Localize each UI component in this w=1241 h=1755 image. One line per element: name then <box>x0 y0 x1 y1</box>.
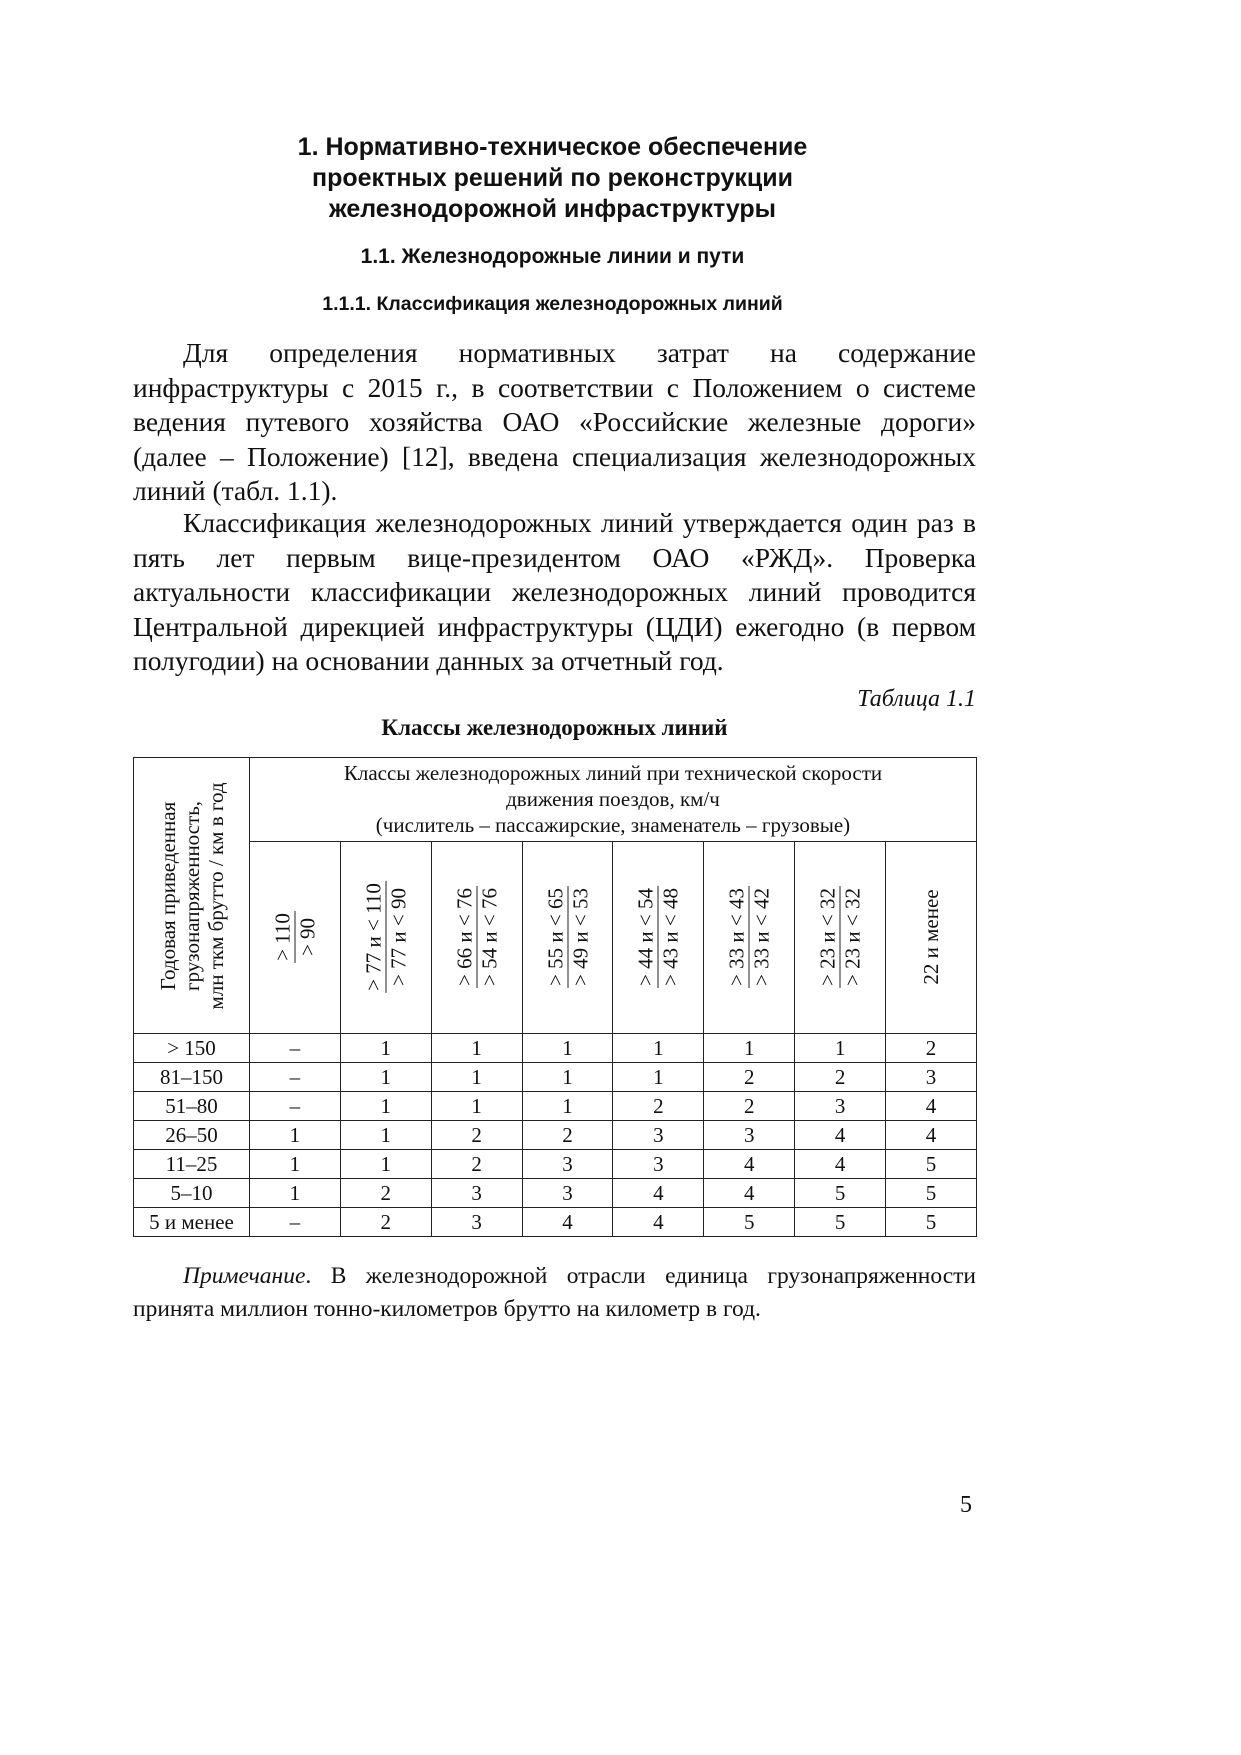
paragraph-2: Классификация железнодорожных линий утверждается один раз в пять лет первым вице-президентом ОАО «РЖД». Проверка актуальности классификации железнодорожных линий проводится Центральной дирекцией инфраструктуры (ЦДИ) ежегодно (в первом полугодии) на основании данных за отчетный год. <box>133 507 976 676</box>
numerator: > 55 и < 65 <box>543 888 567 987</box>
class-cell: 3 <box>795 1092 886 1121</box>
class-cell: 5 <box>795 1179 886 1208</box>
heading-line: железнодорожной инфраструктуры <box>328 195 777 223</box>
numerator: > 77 и < 110 <box>361 883 386 992</box>
class-cell: 3 <box>431 1179 522 1208</box>
class-cell: 2 <box>522 1121 613 1150</box>
note-text: . В железнодорожной отрасли единица грузонапряженности принята миллион тонно-километров брутто на километр в год. <box>133 1263 976 1322</box>
load-range-cell: 81–150 <box>134 1063 250 1092</box>
class-cell: 1 <box>340 1092 431 1121</box>
denominator: > 43 и < 48 <box>658 888 683 987</box>
class-cell: 4 <box>704 1179 795 1208</box>
class-cell: 1 <box>431 1034 522 1063</box>
class-column-header <box>704 841 795 1033</box>
class-cell: 3 <box>704 1121 795 1150</box>
table-number: Таблица 1.1 <box>857 686 976 712</box>
table-row <box>134 1150 977 1179</box>
table-row <box>134 1121 977 1150</box>
class-cell: 3 <box>431 1208 522 1237</box>
table-row <box>134 1034 977 1063</box>
paragraph-1: Для определения нормативных затрат на содержание инфраструктуры с 2015 г., в соответствии с Положением о системе ведения путевого хозяйства ОАО «Российские железные дороги» (далее – Положение) [12], введена специализация железнодорожных линий (табл. 1.1). <box>133 337 976 506</box>
table-row <box>134 1063 977 1092</box>
class-cell: 3 <box>613 1121 704 1150</box>
load-range-cell: > 150 <box>134 1034 250 1063</box>
row-header-line: Годовая приведенная <box>155 801 180 990</box>
class-column-header <box>613 841 704 1033</box>
class-cell: 4 <box>886 1121 977 1150</box>
class-cell: 4 <box>613 1208 704 1237</box>
denominator: > 77 и < 90 <box>386 888 411 987</box>
class-cell: 2 <box>795 1063 886 1092</box>
class-cell: 1 <box>340 1121 431 1150</box>
page-number: 5 <box>960 1492 972 1518</box>
class-cell: 1 <box>704 1034 795 1063</box>
section-heading: 1.1. Железнодорожные линии и пути <box>360 245 745 268</box>
group-header-line: движения поездов, км/ч <box>506 787 720 812</box>
class-cell: 2 <box>431 1150 522 1179</box>
class-cell: 5 <box>886 1150 977 1179</box>
class-cell: 1 <box>250 1150 341 1179</box>
class-cell: 1 <box>522 1092 613 1121</box>
class-cell: 1 <box>431 1092 522 1121</box>
numerator: > 33 и < 43 <box>724 888 749 987</box>
class-cell: 1 <box>340 1063 431 1092</box>
denominator: > 54 и < 76 <box>477 888 502 987</box>
class-cell: 3 <box>613 1150 704 1179</box>
class-cell: 1 <box>522 1034 613 1063</box>
class-cell: 3 <box>522 1179 613 1208</box>
class-cell: 1 <box>340 1150 431 1179</box>
class-cell: 1 <box>250 1121 341 1150</box>
numerator: > 110 <box>270 913 295 962</box>
table-title: Классы железнодорожных линий <box>381 715 728 740</box>
numerator: > 23 и < 32 <box>815 888 840 987</box>
class-cell: 2 <box>431 1121 522 1150</box>
class-cell: 4 <box>886 1092 977 1121</box>
heading-line: 1. Нормативно-техническое обеспечение <box>297 133 808 161</box>
class-cell: 2 <box>613 1092 704 1121</box>
group-header-line: Классы железнодорожных линий при технической скорости <box>343 761 883 786</box>
class-cell: 2 <box>704 1063 795 1092</box>
denominator: > 23 и < 32 <box>840 888 865 987</box>
row-header-cell <box>134 758 250 1034</box>
class-cell: 2 <box>886 1034 977 1063</box>
table-row <box>134 1208 977 1237</box>
class-column-header <box>886 841 977 1033</box>
class-cell: 1 <box>522 1063 613 1092</box>
class-column-header <box>522 841 613 1033</box>
class-cell: 5 <box>886 1208 977 1237</box>
class-cell: 3 <box>522 1150 613 1179</box>
note-label: Примечание <box>183 1263 306 1289</box>
denominator: > 49 и < 53 <box>568 888 592 987</box>
class-cell: 2 <box>340 1208 431 1237</box>
class-cell: 2 <box>704 1092 795 1121</box>
load-range-cell: 5 и менее <box>134 1208 250 1237</box>
load-range-cell: 51–80 <box>134 1092 250 1121</box>
class-cell: – <box>250 1092 341 1121</box>
class-cell: 4 <box>795 1121 886 1150</box>
denominator: > 33 и < 42 <box>749 888 774 987</box>
numerator: > 66 и < 76 <box>452 888 477 987</box>
class-cell: 5 <box>886 1179 977 1208</box>
class-cell: – <box>250 1208 341 1237</box>
row-header-line: грузонапряженность, <box>179 800 204 991</box>
class-cell: 1 <box>613 1034 704 1063</box>
class-cell: 5 <box>795 1208 886 1237</box>
load-range-cell: 5–10 <box>134 1179 250 1208</box>
class-cell: – <box>250 1034 341 1063</box>
subsection-heading: 1.1.1. Классификация железнодорожных линий <box>322 293 783 315</box>
class-column-header <box>795 841 886 1033</box>
column-label: 22 и менее <box>919 889 943 985</box>
load-range-cell: 26–50 <box>134 1121 250 1150</box>
class-cell: 4 <box>522 1208 613 1237</box>
table-note <box>133 1260 976 1326</box>
class-column-header <box>340 841 431 1033</box>
class-cell: 2 <box>340 1179 431 1208</box>
group-header-cell <box>250 758 977 842</box>
numerator: > 44 и < 54 <box>633 888 658 987</box>
class-cell: 5 <box>704 1208 795 1237</box>
class-cell: 4 <box>795 1150 886 1179</box>
heading-line: проектных решений по реконструкции <box>312 164 793 192</box>
denominator: > 90 <box>295 918 320 957</box>
class-column-header <box>250 841 341 1033</box>
load-range-cell: 11–25 <box>134 1150 250 1179</box>
chapter-heading <box>0 132 1105 225</box>
row-header-line: млн ткм брутто / км в год <box>203 781 228 1010</box>
class-cell: 4 <box>613 1179 704 1208</box>
class-cell: 1 <box>250 1179 341 1208</box>
classes-table <box>133 757 977 1237</box>
class-column-header <box>431 841 522 1033</box>
group-header-line: (числитель – пассажирские, знаменатель – грузовые) <box>375 813 851 838</box>
table-row <box>134 1092 977 1121</box>
class-cell: 4 <box>704 1150 795 1179</box>
table-row <box>134 1179 977 1208</box>
class-cell: 1 <box>795 1034 886 1063</box>
class-cell: – <box>250 1063 341 1092</box>
class-cell: 1 <box>431 1063 522 1092</box>
class-cell: 1 <box>340 1034 431 1063</box>
class-cell: 3 <box>886 1063 977 1092</box>
class-cell: 1 <box>613 1063 704 1092</box>
